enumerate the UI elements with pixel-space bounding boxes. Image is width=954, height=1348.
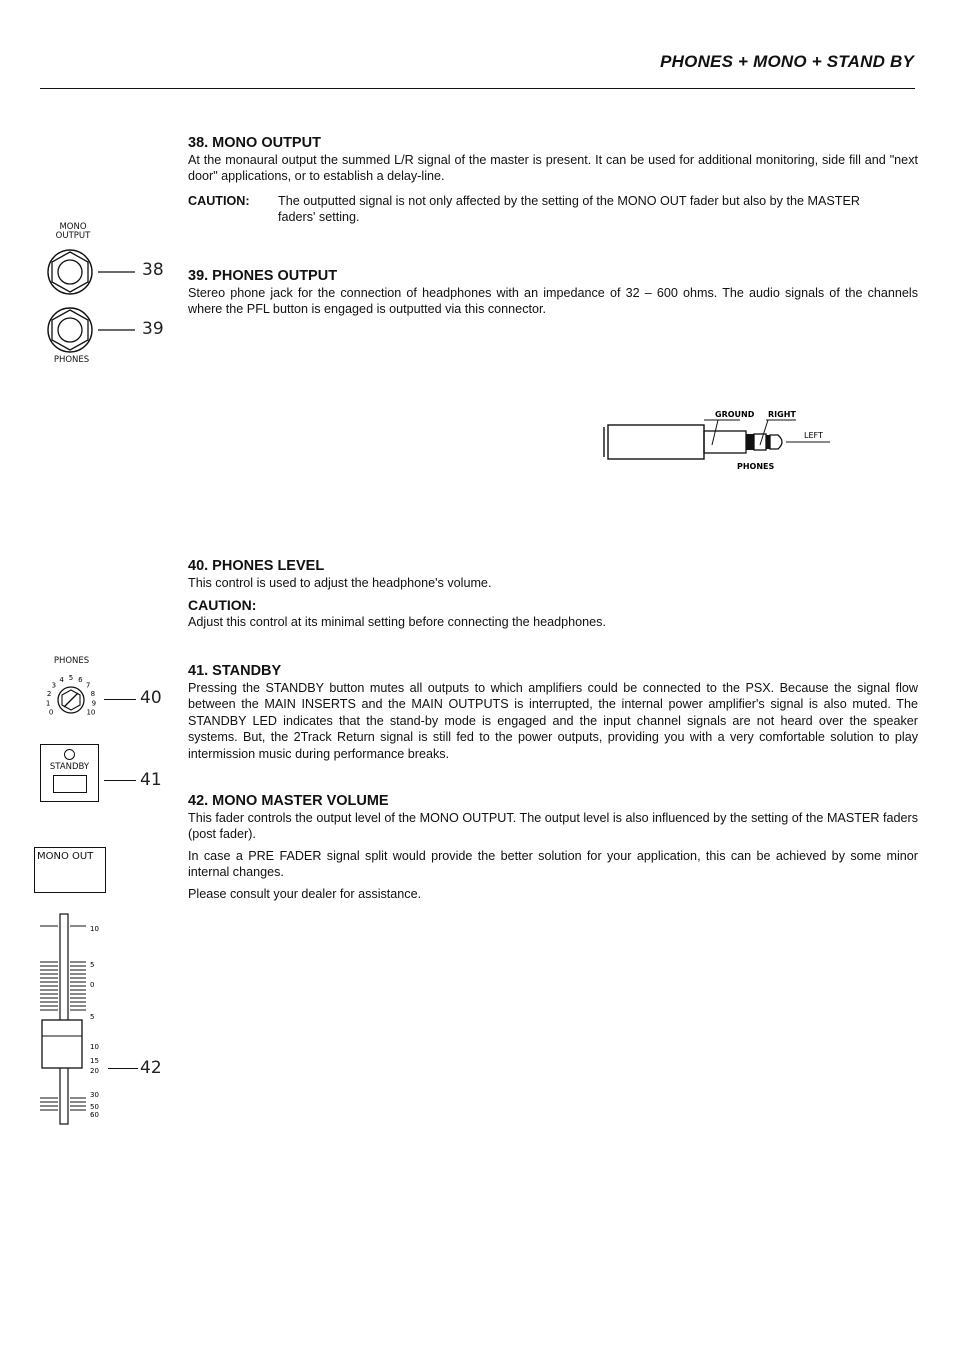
fader-scale-label: 15 [90, 1057, 99, 1065]
mono-output-jack [48, 250, 92, 294]
callout-41: 41 [140, 770, 162, 790]
knob-scale-label: 1 [45, 699, 51, 708]
knob-pointer [64, 693, 78, 707]
section-body: Stereo phone jack for the connection of headphones with an impedance of 32 – 600 ohms. The audio signals of the channels where the PFL button is engaged is outputted via this connector. [188, 286, 918, 317]
phones-jack-label: PHONES [53, 355, 90, 365]
fader-slot [60, 914, 68, 1124]
plug-insulator [746, 434, 754, 450]
knob-scale-label: 7 [85, 681, 91, 690]
callout-40: 40 [140, 688, 162, 708]
label-line: MONO [59, 222, 87, 232]
fader-knob[interactable] [42, 1020, 82, 1068]
caution-text: The outputted signal is not only affected by the setting of the MONO OUT fader but also by the MASTER faders' setting. [278, 193, 860, 225]
plug-tip [770, 435, 782, 449]
knob-scale-label: 2 [46, 689, 52, 698]
section-mono-output [188, 135, 918, 226]
standby-panel [40, 744, 99, 802]
caution-label: CAUTION: [188, 597, 257, 614]
section-standby [188, 663, 918, 762]
fader-scale-label: 20 [90, 1067, 99, 1075]
section-body: Pressing the STANDBY button mutes all outputs to which amplifiers could be connected to the PSX. Because the signal flow between the MAIN INSERTS and the MAIN OUTPUTS is interrupted, the internal power amplifier's signal is also muted. The STANDBY LED indicates that the stand-by mode is engaged and the input channel signals are not heard over the speaker systems. But, the 2Track Return signal is still fed to the power outputs, providing you with a very comfortable solution to play intermission music during performance breaks. [188, 681, 918, 761]
fader-scale-label: 10 [90, 1043, 99, 1051]
fader-ticks [40, 926, 58, 1110]
knob-scale-label: 4 [59, 676, 64, 684]
fader-scale-label: 5 [90, 1013, 95, 1021]
section-title: 38. MONO OUTPUT [188, 135, 321, 151]
mono-out-label: MONO OUT [37, 851, 94, 862]
plug-right-label: RIGHT [768, 410, 796, 419]
section-body: This control is used to adjust the headphone's volume. [188, 576, 492, 590]
fader-scale-label: 0 [90, 981, 95, 989]
section-title: 40. PHONES LEVEL [188, 558, 325, 574]
plug-ground-label: GROUND [715, 410, 755, 419]
knob-scale-label: 8 [90, 689, 96, 698]
callout-38: 38 [142, 260, 164, 280]
section-phones-level [188, 558, 918, 630]
standby-label: STANDBY [49, 762, 90, 772]
section-mono-master-volume [188, 793, 918, 902]
fader-scale-label: 30 [90, 1091, 99, 1099]
mono-master-fader [36, 910, 116, 1130]
phone-plug-diagram [600, 405, 850, 477]
plug-ring [754, 434, 766, 450]
header-divider [40, 88, 915, 89]
knob-scale-label: 0 [48, 708, 54, 717]
plug-left-label: LEFT [804, 431, 823, 440]
phones-level-knob [36, 668, 106, 730]
callout-42: 42 [140, 1058, 162, 1078]
section-body: In case a PRE FADER signal split would provide the better solution for your application, this can be achieved by some minor internal changes. [188, 848, 918, 880]
standby-button[interactable] [53, 775, 87, 793]
section-title: 39. PHONES OUTPUT [188, 268, 338, 284]
phones-level-knob-label: PHONES [53, 656, 90, 666]
callout-39: 39 [142, 319, 164, 339]
knob-scale-label: 5 [68, 674, 74, 682]
fader-scale-label: 50 [90, 1103, 99, 1111]
section-body: At the monaural output the summed L/R signal of the master is present. It can be used for additional monitoring, side fill and "next door" applications, or to establish a delay-line. [188, 153, 918, 184]
plug-body [608, 425, 704, 459]
caution-text: Adjust this control at its minimal setting before connecting the headphones. [188, 614, 606, 629]
fader-scale-label: 5 [90, 961, 95, 969]
knob-scale-label: 3 [51, 681, 57, 690]
label-line: OUTPUT [55, 231, 91, 241]
section-title: 42. MONO MASTER VOLUME [188, 793, 389, 809]
mono-out-box [34, 847, 106, 893]
knob-scale-label: 10 [86, 708, 96, 717]
knob-scale-label: 6 [78, 676, 83, 684]
mono-output-jack-label [48, 223, 98, 241]
section-body: This fader controls the output level of the MONO OUTPUT. The output level is also influenced by the setting of the MASTER faders (post fader). [188, 811, 918, 842]
section-title: 41. STANDBY [188, 663, 282, 679]
plug-phones-label: PHONES [737, 462, 775, 471]
fader-scale-label: 60 [90, 1111, 99, 1119]
knob-scale-label: 9 [91, 699, 97, 708]
callout-line [104, 780, 136, 781]
section-body: Please consult your dealer for assistance. [188, 886, 422, 901]
fader-scale-label: 10 [90, 925, 99, 933]
callout-line [108, 1068, 138, 1069]
plug-sleeve [704, 431, 746, 453]
page-title: PHONES + MONO + STAND BY [660, 52, 914, 71]
callout-line [104, 699, 136, 700]
standby-led [64, 749, 75, 760]
section-phones-output [188, 268, 918, 318]
caution-label: CAUTION: [188, 193, 250, 208]
caution-block [188, 193, 918, 226]
phones-jack [48, 308, 92, 352]
